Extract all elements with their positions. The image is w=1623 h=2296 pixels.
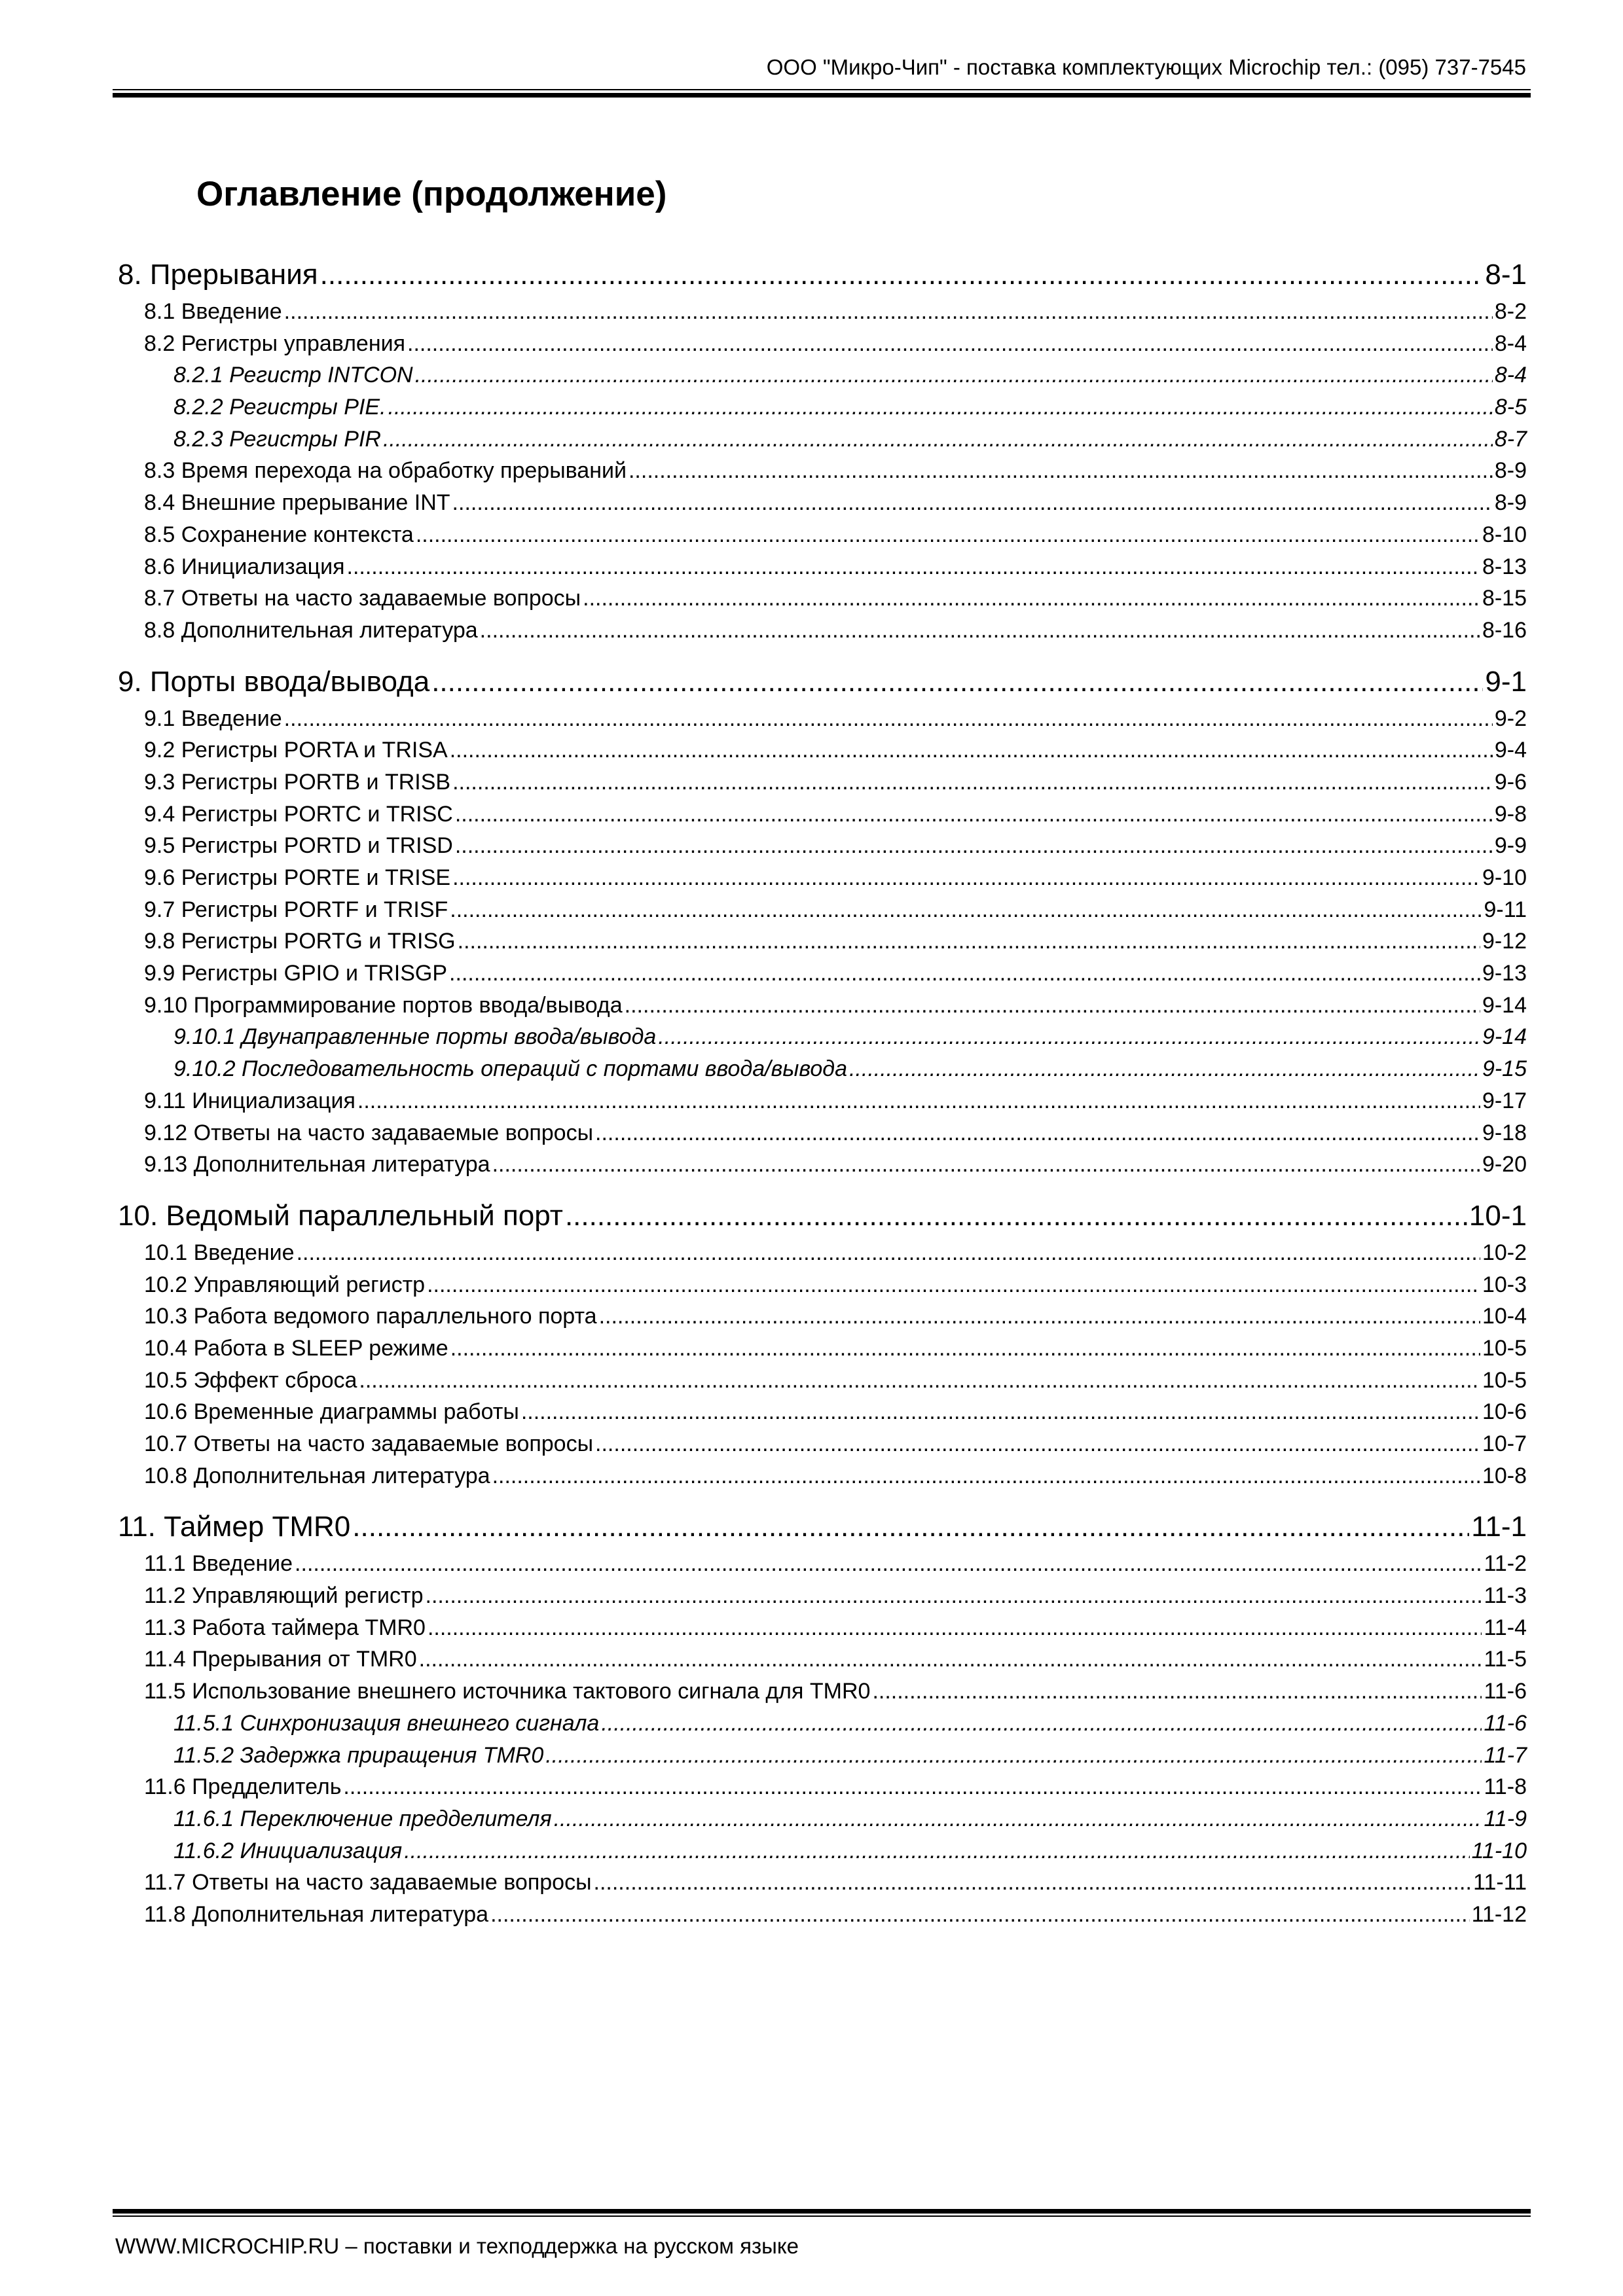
toc-entry-page: 10-1 [1468, 1199, 1527, 1232]
toc-entry-page: 10-5 [1482, 1367, 1527, 1393]
toc-subsection [118, 990, 1527, 1022]
toc-subsubsection [118, 1053, 1527, 1085]
toc-entry-page: 9-12 [1482, 929, 1527, 954]
toc-entry-title: 9.5 Регистры PORTD и TRISD [144, 833, 453, 859]
toc-subsection [118, 1676, 1527, 1708]
dot-leader [427, 1269, 1480, 1301]
footer-rule-thick [113, 2209, 1531, 2214]
toc-entry-page: 11-2 [1484, 1551, 1527, 1577]
dot-leader [658, 1021, 1480, 1053]
dot-leader [404, 1835, 1469, 1867]
dot-leader [320, 254, 1484, 296]
toc-subsection [118, 1396, 1527, 1428]
dot-leader [357, 1085, 1480, 1117]
toc-subsection [118, 1237, 1527, 1269]
toc-entry-title: 11.5.1 Синхронизация внешнего сигнала [173, 1710, 600, 1736]
toc-entry-page: 10-6 [1482, 1399, 1527, 1425]
dot-leader [594, 1867, 1472, 1899]
toc-subsection [118, 551, 1527, 583]
toc-entry-title: 11.6 Предделитель [144, 1774, 342, 1800]
toc-entry-title: 11.2 Управляющий регистр [144, 1583, 424, 1609]
toc-subsection [118, 615, 1527, 647]
toc-entry-title: 10. Ведомый параллельный порт [118, 1199, 563, 1232]
toc-entry-title: 11.5.2 Задержка приращения TMR0 [173, 1742, 544, 1768]
toc-subsection [118, 1269, 1527, 1301]
dot-leader [492, 1460, 1480, 1492]
dot-leader [416, 519, 1480, 551]
toc-subsection [118, 1428, 1527, 1460]
toc-subsection [118, 583, 1527, 615]
toc-entry-page: 9-8 [1494, 801, 1527, 827]
toc-entry-title: 9.7 Регистры PORTF и TRISF [144, 897, 448, 922]
dot-leader [521, 1396, 1480, 1428]
toc-subsection [118, 487, 1527, 519]
toc-entry-page: 11-1 [1471, 1511, 1527, 1543]
toc-subsection [118, 703, 1527, 735]
toc-subsection [118, 1643, 1527, 1676]
toc-entry-page: 8-10 [1482, 522, 1527, 547]
toc-entry-page: 9-18 [1482, 1120, 1527, 1145]
dot-leader [431, 661, 1483, 703]
toc-entry-title: 9.10.2 Последовательность операций с портами ввода/вывода [173, 1056, 847, 1082]
dot-leader [415, 359, 1493, 391]
toc-subsubsection [118, 359, 1527, 391]
dot-leader [359, 1365, 1480, 1397]
toc-subsection [118, 958, 1527, 990]
toc-subsubsection [118, 1835, 1527, 1867]
toc-entry-title: 9.4 Регистры PORTC и TRISC [144, 801, 453, 827]
dot-leader [347, 551, 1480, 583]
toc-entry-page: 9-2 [1494, 706, 1527, 731]
toc-chapter-section [118, 1195, 1527, 1492]
dot-leader [629, 455, 1493, 487]
toc-entry-title: 11.8 Дополнительная литература [144, 1901, 489, 1927]
toc-entry-title: 8.2.3 Регистры PIR [173, 426, 381, 452]
toc-subsection [118, 1612, 1527, 1644]
toc-entry-page: 11-9 [1484, 1806, 1527, 1831]
toc-subsection [118, 1300, 1527, 1333]
toc-entry-page: 11-6 [1484, 1679, 1527, 1704]
toc-subsection [118, 734, 1527, 766]
toc-subsection [118, 296, 1527, 328]
toc-entry-title: 11.6.2 Инициализация [173, 1838, 403, 1863]
toc-chapter [118, 1506, 1527, 1548]
dot-leader [284, 296, 1493, 328]
toc-subsubsection [118, 391, 1527, 423]
toc-entry-title: 10.6 Временные диаграммы работы [144, 1399, 519, 1425]
dot-leader [458, 925, 1480, 958]
toc-subsection [118, 1333, 1527, 1365]
dot-leader [455, 830, 1493, 862]
dot-leader [452, 766, 1493, 798]
dot-leader [490, 1899, 1470, 1931]
table-of-contents [118, 254, 1527, 1945]
toc-entry-title: 10.5 Эффект сброса [144, 1367, 357, 1393]
page-header: ООО "Микро-Чип" - поставка комплектующих Microchip тел.: (095) 737-7545 [766, 55, 1526, 79]
toc-subsection [118, 925, 1527, 958]
toc-entry-title: 8.1 Введение [144, 299, 282, 324]
toc-entry-page: 8-9 [1494, 458, 1527, 484]
toc-entry-page: 8-5 [1494, 395, 1527, 420]
toc-entry-title: 9.8 Регистры PORTG и TRISG [144, 929, 456, 954]
toc-subsection [118, 798, 1527, 831]
dot-leader [554, 1803, 1482, 1835]
footer-rule-thin [113, 2215, 1531, 2217]
toc-subsection [118, 766, 1527, 798]
dot-leader [419, 1643, 1482, 1676]
dot-leader [450, 1333, 1480, 1365]
toc-entry-title: 8.5 Сохранение контекста [144, 522, 414, 547]
toc-subsection [118, 455, 1527, 487]
toc-entry-title: 9.11 Инициализация [144, 1088, 356, 1113]
toc-entry-title: 8.2.1 Регистр INTCON [173, 363, 413, 388]
toc-entry-page: 9-6 [1494, 769, 1527, 795]
toc-entry-title: 11.3 Работа таймера TMR0 [144, 1615, 426, 1640]
toc-chapter-section [118, 1506, 1527, 1930]
toc-entry-title: 8.4 Внешние прерывание INT [144, 490, 450, 516]
toc-entry-title: 9.10.1 Двунаправленные порты ввода/вывода [173, 1024, 657, 1050]
toc-entry-page: 10-2 [1482, 1240, 1527, 1265]
toc-subsection [118, 894, 1527, 926]
dot-leader [595, 1117, 1480, 1149]
toc-entry-page: 8-1 [1485, 259, 1527, 291]
dot-leader [388, 391, 1493, 423]
toc-entry-title: 8.6 Инициализация [144, 554, 345, 579]
toc-subsection [118, 830, 1527, 862]
dot-leader [480, 615, 1480, 647]
toc-entry-title: 8. Прерывания [118, 259, 318, 291]
page-footer: WWW.MICROCHIP.RU – поставки и техподдержка на русском языке [115, 2234, 799, 2258]
toc-chapter [118, 661, 1527, 703]
dot-leader [872, 1676, 1482, 1708]
toc-subsubsection [118, 1803, 1527, 1835]
dot-leader [595, 1428, 1480, 1460]
toc-subsubsection [118, 423, 1527, 456]
dot-leader [599, 1300, 1480, 1333]
toc-subsection [118, 1460, 1527, 1492]
dot-leader [352, 1506, 1469, 1548]
toc-entry-page: 10-8 [1482, 1463, 1527, 1488]
toc-entry-title: 8.2 Регистры управления [144, 331, 406, 356]
toc-entry-title: 10.2 Управляющий регистр [144, 1272, 426, 1297]
toc-entry-page: 8-4 [1494, 331, 1527, 356]
toc-subsubsection [118, 1740, 1527, 1772]
dot-leader [428, 1612, 1482, 1644]
toc-entry-page: 11-4 [1484, 1615, 1527, 1640]
toc-subsection [118, 328, 1527, 360]
toc-entry-page: 11-11 [1473, 1870, 1527, 1895]
toc-chapter [118, 1195, 1527, 1237]
dot-leader [450, 894, 1482, 926]
toc-entry-page: 10-3 [1482, 1272, 1527, 1297]
dot-leader [849, 1053, 1480, 1085]
toc-entry-title: 9.10 Программирование портов ввода/вывода [144, 992, 623, 1018]
toc-subsection [118, 1149, 1527, 1181]
toc-entry-title: 10.1 Введение [144, 1240, 295, 1265]
toc-entry-page: 9-4 [1494, 738, 1527, 763]
toc-subsection [118, 1580, 1527, 1612]
toc-subsection [118, 519, 1527, 551]
toc-entry-title: 9.2 Регистры PORTA и TRISA [144, 738, 448, 763]
toc-entry-title: 9. Порты ввода/вывода [118, 665, 430, 698]
toc-entry-title: 8.8 Дополнительная литература [144, 617, 478, 643]
page-title: Оглавление (продолжение) [196, 175, 667, 213]
toc-chapter [118, 254, 1527, 296]
toc-entry-page: 9-15 [1482, 1056, 1527, 1082]
dot-leader [545, 1740, 1482, 1772]
toc-entry-title: 9.6 Регистры PORTE и TRISE [144, 865, 451, 890]
header-rule-thin [113, 89, 1531, 90]
toc-subsection [118, 1899, 1527, 1931]
toc-chapter-section [118, 254, 1527, 647]
dot-leader [295, 1548, 1482, 1580]
toc-entry-title: 8.3 Время перехода на обработку прерываний [144, 458, 627, 484]
toc-subsection [118, 1117, 1527, 1149]
toc-entry-title: 8.2.2 Регистры PIE. [173, 395, 386, 420]
dot-leader [452, 862, 1480, 894]
toc-entry-page: 11-7 [1484, 1742, 1527, 1768]
toc-entry-page: 11-6 [1484, 1710, 1527, 1736]
toc-entry-title: 9.3 Регистры PORTB и TRISB [144, 769, 451, 795]
dot-leader [383, 423, 1493, 456]
toc-subsection [118, 862, 1527, 894]
toc-entry-title: 11.6.1 Переключение предделителя [173, 1806, 552, 1831]
toc-entry-page: 9-14 [1482, 992, 1527, 1018]
toc-entry-page: 11-12 [1471, 1901, 1527, 1927]
dot-leader [455, 798, 1493, 831]
toc-entry-title: 9.13 Дополнительная литература [144, 1152, 490, 1177]
toc-subsection [118, 1771, 1527, 1803]
toc-subsubsection [118, 1708, 1527, 1740]
dot-leader [583, 583, 1480, 615]
toc-subsubsection [118, 1021, 1527, 1053]
toc-entry-page: 10-5 [1482, 1335, 1527, 1361]
toc-entry-title: 11.7 Ответы на часто задаваемые вопросы [144, 1870, 592, 1895]
toc-subsection [118, 1085, 1527, 1117]
dot-leader [601, 1708, 1482, 1740]
toc-entry-title: 10.3 Работа ведомого параллельного порта [144, 1304, 597, 1329]
header-rule-thick [113, 93, 1531, 98]
dot-leader [297, 1237, 1480, 1269]
toc-entry-page: 11-8 [1484, 1774, 1527, 1800]
toc-entry-page: 8-2 [1494, 299, 1527, 324]
toc-entry-title: 11. Таймер TMR0 [118, 1511, 351, 1543]
toc-entry-page: 10-7 [1482, 1431, 1527, 1456]
toc-entry-page: 8-9 [1494, 490, 1527, 516]
toc-entry-title: 10.8 Дополнительная литература [144, 1463, 490, 1488]
dot-leader [407, 328, 1493, 360]
dot-leader [426, 1580, 1482, 1612]
toc-entry-title: 11.4 Прерывания от TMR0 [144, 1647, 417, 1672]
toc-entry-page: 8-4 [1494, 363, 1527, 388]
dot-leader [452, 487, 1493, 519]
toc-entry-page: 9-14 [1482, 1024, 1527, 1050]
toc-subsection [118, 1867, 1527, 1899]
dot-leader [284, 703, 1493, 735]
toc-entry-title: 11.5 Использование внешнего источника тактового сигнала для TMR0 [144, 1679, 871, 1704]
toc-entry-page: 9-17 [1482, 1088, 1527, 1113]
dot-leader [492, 1149, 1480, 1181]
dot-leader [625, 990, 1480, 1022]
toc-entry-title: 9.12 Ответы на часто задаваемые вопросы [144, 1120, 594, 1145]
toc-entry-page: 9-20 [1482, 1152, 1527, 1177]
toc-entry-title: 8.7 Ответы на часто задаваемые вопросы [144, 586, 581, 611]
toc-entry-title: 10.4 Работа в SLEEP режиме [144, 1335, 448, 1361]
toc-entry-title: 9.1 Введение [144, 706, 282, 731]
toc-entry-page: 8-16 [1482, 617, 1527, 643]
dot-leader [450, 734, 1493, 766]
dot-leader [565, 1195, 1467, 1237]
toc-entry-title: 9.9 Регистры GPIO и TRISGP [144, 961, 448, 986]
toc-entry-page: 11-3 [1484, 1583, 1527, 1609]
toc-entry-page: 9-11 [1484, 897, 1527, 922]
toc-entry-page: 9-10 [1482, 865, 1527, 890]
toc-entry-page: 11-10 [1471, 1838, 1527, 1863]
toc-entry-page: 11-5 [1484, 1647, 1527, 1672]
toc-subsection [118, 1365, 1527, 1397]
toc-entry-page: 9-1 [1485, 665, 1527, 698]
dot-leader [449, 958, 1480, 990]
toc-entry-page: 8-15 [1482, 586, 1527, 611]
toc-subsection [118, 1548, 1527, 1580]
toc-chapter-section [118, 661, 1527, 1181]
toc-entry-page: 9-9 [1494, 833, 1527, 859]
toc-entry-page: 8-13 [1482, 554, 1527, 579]
toc-entry-title: 11.1 Введение [144, 1551, 293, 1577]
toc-entry-page: 9-13 [1482, 961, 1527, 986]
toc-entry-title: 10.7 Ответы на часто задаваемые вопросы [144, 1431, 594, 1456]
toc-entry-page: 8-7 [1494, 426, 1527, 452]
toc-entry-page: 10-4 [1482, 1304, 1527, 1329]
dot-leader [343, 1771, 1482, 1803]
